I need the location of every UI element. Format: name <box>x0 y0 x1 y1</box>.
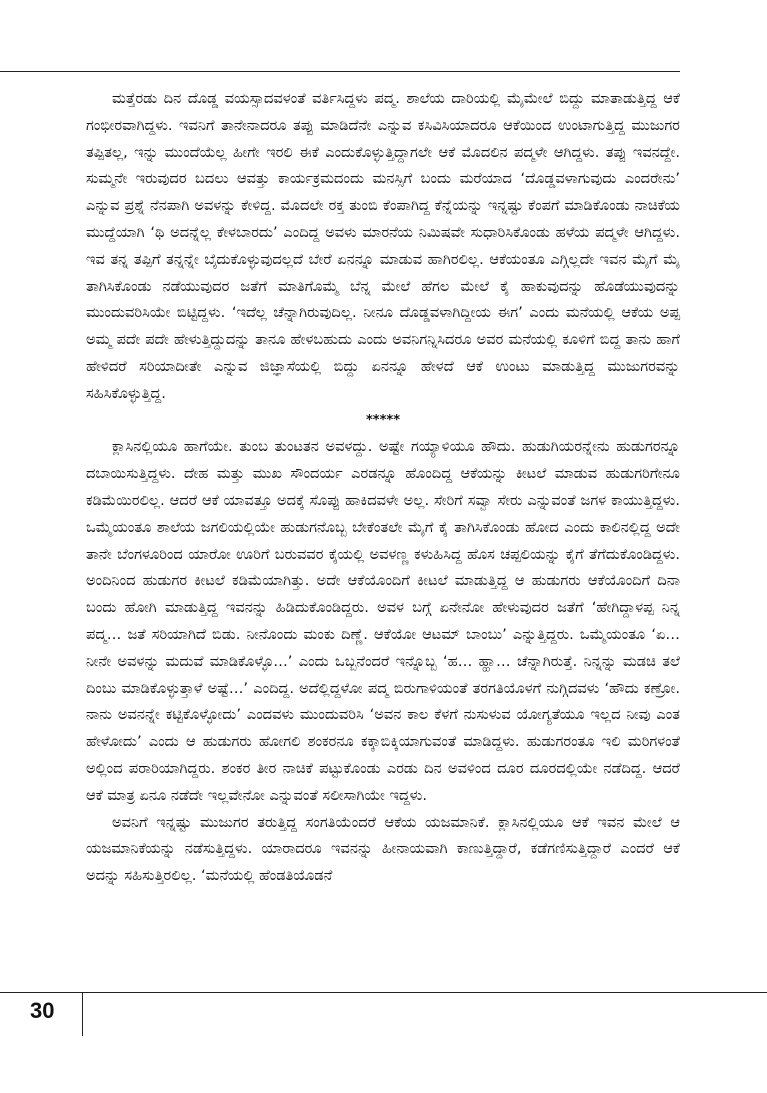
footer-rule <box>0 992 767 993</box>
page-number: 30 <box>30 998 55 1023</box>
paragraph-1: ಮತ್ತೆರಡು ದಿನ ದೊಡ್ಡ ವಯಸ್ಸಾದವಳಂತೆ ವರ್ತಿಸಿದ್ದಳು ಪದ್ಮ. ಶಾಲೆಯ ದಾರಿಯಲ್ಲಿ ಮೈಮೇಲೆ ಬಿದ್ದು ಮಾತಾಡುತ್ತಿದ್ದ ಆಕೆ ಗಂಭೀರವಾಗಿದ್ದಳು. ಇವನಿಗೆ ತಾನೇನಾದರೂ ತಪ್ಪು ಮಾಡಿದೆನೇ ಎನ್ನುವ ಕಸಿವಿಸಿಯಾದರೂ ಆಕೆಯಿಂದ ಉಂಟಾಗುತ್ತಿದ್ದ ಮುಜುಗರ ತಪ್ಪಿತಲ್ಲ, ಇನ್ನು ಮುಂದೆಯೆಲ್ಲ ಹೀಗೇ ಇರಲಿ ಈಕೆ ಎಂದುಕೊಳ್ಳುತ್ತಿದ್ದಾಗಲೇ ಆಕೆ ಮೊದಲಿನ ಪದ್ಮಳೇ ಆಗಿದ್ದಳು. ತಪ್ಪು ಇವನದ್ದೇ. ಸುಮ್ಮನೇ ಇರುವುದರ ಬದಲು ಆವತ್ತು ಕಾರ್ಯಕ್ರಮದಂದು ಮನಸ್ಸಿಗೆ ಬಂದು ಮರೆಯಾದ ‘ದೊಡ್ಡವಳಾಗುವುದು ಎಂದರೇನು’ ಎನ್ನುವ ಪ್ರಶ್ನೆ ನೆನಪಾಗಿ ಅವಳನ್ನು ಕೇಳಿದ್ದ. ಮೊದಲೇ ರಕ್ತ ತುಂಬಿ ಕೆಂಪಾಗಿದ್ದ ಕೆನ್ನೆಯನ್ನು ಇನ್ನಷ್ಟು ಕೆಂಪಗೆ ಮಾಡಿಕೊಂಡು ನಾಚಿಕೆಯ ಮುದ್ದೆಯಾಗಿ ‘ಥಿ ಅದನ್ನೆಲ್ಲ ಕೇಳಬಾರದು’ ಎಂದಿದ್ದ ಅವಳು ಮಾರನೆಯ ನಿಮಿಷವೇ ಸುಧಾರಿಸಿಕೊಂಡು ಹಳೆಯ ಪದ್ಮಳೇ ಆಗಿದ್ದಳು. ಇವ ತನ್ನ ತಪ್ಪಿಗೆ ತನ್ನನ್ನೇ ಬೈದುಕೊಳ್ಳುವುದಲ್ಲದೆ ಬೇರೆ ಏನನ್ನೂ ಮಾಡುವ ಹಾಗಿರಲಿಲ್ಲ. ಆಕೆಯಂತೂ ಎಗ್ಗಿಲ್ಲದೇ ಇವನ ಮೈಗೆ ಮೈ ತಾಗಿಸಿಕೊಂಡು ನಡೆಯುವುದರ ಜತೆಗೆ ಮಾತಿಗೊಮ್ಮೆ ಬೆನ್ನ ಮೇಲೆ ಹೆಗಲ ಮೇಲೆ ಕೈ ಹಾಕುವುದನ್ನು ಹೊಡೆಯುವುದನ್ನು ಮುಂದುವರಿಸಿಯೇ ಬಿಟ್ಟಿದ್ದಳು. ‘ಇದೆಲ್ಲ ಚೆನ್ನಾಗಿರುವುದಿಲ್ಲ. ನೀನೂ ದೊಡ್ಡವಳಾಗಿದ್ದೀಯ ಈಗ’ ಎಂದು ಮನೆಯಲ್ಲಿ ಆಕೆಯ ಅಪ್ಪ ಅಮ್ಮ ಪದೇ ಪದೇ ಹೇಳುತ್ತಿದ್ದುದನ್ನು ತಾನೂ ಹೇಳಬಹುದು ಎಂದು ಅವನಿಗನ್ನಿಸಿದರೂ ಅವರ ಮನೆಯಲ್ಲಿ ಕೂಳಿಗೆ ಬಿದ್ದ ತಾನು ಹಾಗೆ ಹೇಳಿದರೆ ಸರಿಯಾದೀತೇ ಎನ್ನುವ ಜಿಜ್ಞಾಸೆಯಲ್ಲಿ ಬಿದ್ದು ಏನನ್ನೂ ಹೇಳದೆ ಆಕೆ ಉಂಟು ಮಾಡುತ್ತಿದ್ದ ಮುಜುಗರವನ್ನು ಸಹಿಸಿಕೊಳ್ಳುತ್ತಿದ್ದ. <box>86 90 680 402</box>
header-rule <box>0 71 680 72</box>
paragraph-2: ಕ್ಲಾಸಿನಲ್ಲಿಯೂ ಹಾಗೆಯೇ. ತುಂಬ ತುಂಟತನ ಅವಳದ್ದು. ಅಷ್ಟೇ ಗಯ್ಯಾಳಿಯೂ ಹೌದು. ಹುಡುಗಿಯರನ್ನೇನು ಹುಡುಗರನ್ನೂ ದಬಾಯಿಸುತ್ತಿದ್ದಳು. ದೇಹ ಮತ್ತು ಮುಖ ಸೌಂದರ್ಯ ಎರಡನ್ನೂ ಹೊಂದಿದ್ದ ಆಕೆಯನ್ನು ಕೀಟಲೆ ಮಾಡುವ ಹುಡುಗರಿಗೇನೂ ಕಡಿಮೆಯಿರಲಿಲ್ಲ. ಆದರೆ ಆಕೆ ಯಾವತ್ತೂ ಅದಕ್ಕೆ ಸೊಪ್ಪು ಹಾಕಿದವಳೇ ಅಲ್ಲ. ಸೇರಿಗೆ ಸವ್ವಾ ಸೇರು ಎನ್ನುವಂತೆ ಜಗಳ ಕಾಯುತ್ತಿದ್ದಳು. ಒಮ್ಮೆಯಂತೂ ಶಾಲೆಯ ಜಗಲಿಯಲ್ಲಿಯೇ ಹುಡುಗನೊಬ್ಬ ಬೇಕೆಂತಲೇ ಮೈಗೆ ಕೈ ತಾಗಿಸಿಕೊಂಡು ಹೋದ ಎಂದು ಕಾಲಿನಲ್ಲಿದ್ದ ಅದೇ ತಾನೇ ಬೆಂಗಳೂರಿಂದ ಯಾರೋ ಊರಿಗೆ ಬರುವವರ ಕೈಯಲ್ಲಿ ಅವಳಣ್ಣ ಕಳುಹಿಸಿದ್ದ ಹೊಸ ಚಪ್ಪಲಿಯನ್ನು ಕೈಗೆ ತೆಗೆದುಕೊಂಡಿದ್ದಳು. ಅಂದಿನಿಂದ ಹುಡುಗರ ಕೀಟಲೆ ಕಡಿಮೆಯಾಗಿತ್ತು. ಅದೇ ಆಕೆಯೊಂದಿಗೆ ಕೀಟಲೆ ಮಾಡುತ್ತಿದ್ದ ಆ ಹುಡುಗರು ಆಕೆಯೊಂದಿಗೆ ದಿನಾ ಬಂದು ಹೋಗಿ ಮಾಡುತ್ತಿದ್ದ ಇವನನ್ನು ಹಿಡಿದುಕೊಂಡಿದ್ದರು. ಅವಳ ಬಗ್ಗೆ ಏನೇನೋ ಹೇಳುವುದರ ಜತೆಗೆ ‘ಹೇಗಿದ್ದಾಳಪ್ಪ ನಿನ್ನ ಪದ್ಮ… ಜತೆ ಸರಿಯಾಗಿದೆ ಬಿಡು. ನೀನೊಂದು ಮಂಕು ದಿಣ್ಣೆ. ಆಕೆಯೋ ಆಟಮ್ ಬಾಂಬು’ ಎನ್ನುತ್ತಿದ್ದರು. ಒಮ್ಮೆಯಂತೂ ‘ಏ… ನೀನೇ ಅವಳನ್ನು ಮದುವೆ ಮಾಡಿಕೊಳ್ಳೊ…’ ಎಂದು ಒಬ್ಬನೆಂದರೆ ಇನ್ನೊಬ್ಬ ‘ಹ… ಹ್ಹಾ… ಚೆನ್ನಾಗಿರುತ್ತೆ. ನಿನ್ನನ್ನು ಮಡಚಿ ತಲೆ ದಿಂಬು ಮಾಡಿಕೊಳ್ಳುತ್ತಾಳೆ ಅಷ್ಟೆ…’ ಎಂದಿದ್ದ. ಅದೆಲ್ಲಿದ್ದಳೋ ಪದ್ಮ ಬಿರುಗಾಳಿಯಂತೆ ತರಗತಿಯೊಳಗೆ ನುಗ್ಗಿದವಳು ‘ಹೌದು ಕಣ್ರೋ. ನಾನು ಅವನನ್ನೇ ಕಟ್ಟಿಕೊಳ್ಳೋದು’ ಎಂದವಳು ಮುಂದುವರಿಸಿ ‘ಅವನ ಕಾಲ ಕೆಳಗೆ ನುಸುಳುವ ಯೋಗ್ಯತೆಯೂ ಇಲ್ಲದ ನೀವು ಎಂತ ಹೇಳೋದು’ ಎಂದು ಆ ಹುಡುಗರು ಹೋಗಲಿ ಶಂಕರನೂ ಕಕ್ಕಾಬಿಕ್ಕಿಯಾಗುವಂತೆ ಮಾಡಿದ್ದಳು. ಹುಡುಗರಂತೂ ಇಲಿ ಮರಿಗಳಂತೆ ಅಲ್ಲಿಂದ ಪರಾರಿಯಾಗಿದ್ದರು. ಶಂಕರ ತೀರ ನಾಚಿಕೆ ಪಟ್ಟುಕೊಂಡು ಎರಡು ದಿನ ಅವಳಿಂದ ದೂರ ದೂರದಲ್ಲಿಯೇ ನಡೆದಿದ್ದ. ಆದರೆ ಆಕೆ ಮಾತ್ರ ಏನೂ ನಡೆದೇ ಇಲ್ಲವೇನೋ ಎನ್ನುವಂತೆ ಸಲೀಸಾಗಿಯೇ ಇದ್ದಳು. <box>86 438 680 804</box>
section-separator: ***** <box>366 412 400 428</box>
footer-margin-rule <box>82 992 83 1036</box>
paragraph-3: ಅವನಿಗೆ ಇನ್ನಷ್ಟು ಮುಜುಗರ ತರುತ್ತಿದ್ದ ಸಂಗತಿಯೆಂದರೆ ಆಕೆಯ ಯಜಮಾನಿಕೆ. ಕ್ಲಾಸಿನಲ್ಲಿಯೂ ಆಕೆ ಇವನ ಮೇಲೆ ಆ ಯಜಮಾನಿಕೆಯನ್ನು ನಡೆಸುತ್ತಿದ್ದಳು. ಯಾರಾದರೂ ಇವನನ್ನು ಹೀನಾಯವಾಗಿ ಕಾಣುತ್ತಿದ್ದಾರೆ, ಕಡೆಗಣಿಸುತ್ತಿದ್ದಾರೆ ಎಂದರೆ ಆಕೆ ಅದನ್ನು ಸಹಿಸುತ್ತಿರಲಿಲ್ಲ. ‘ಮನೆಯಲ್ಲಿ ಹೆಂಡತಿಯೊಡನೆ <box>86 813 680 885</box>
body-text <box>86 86 680 890</box>
